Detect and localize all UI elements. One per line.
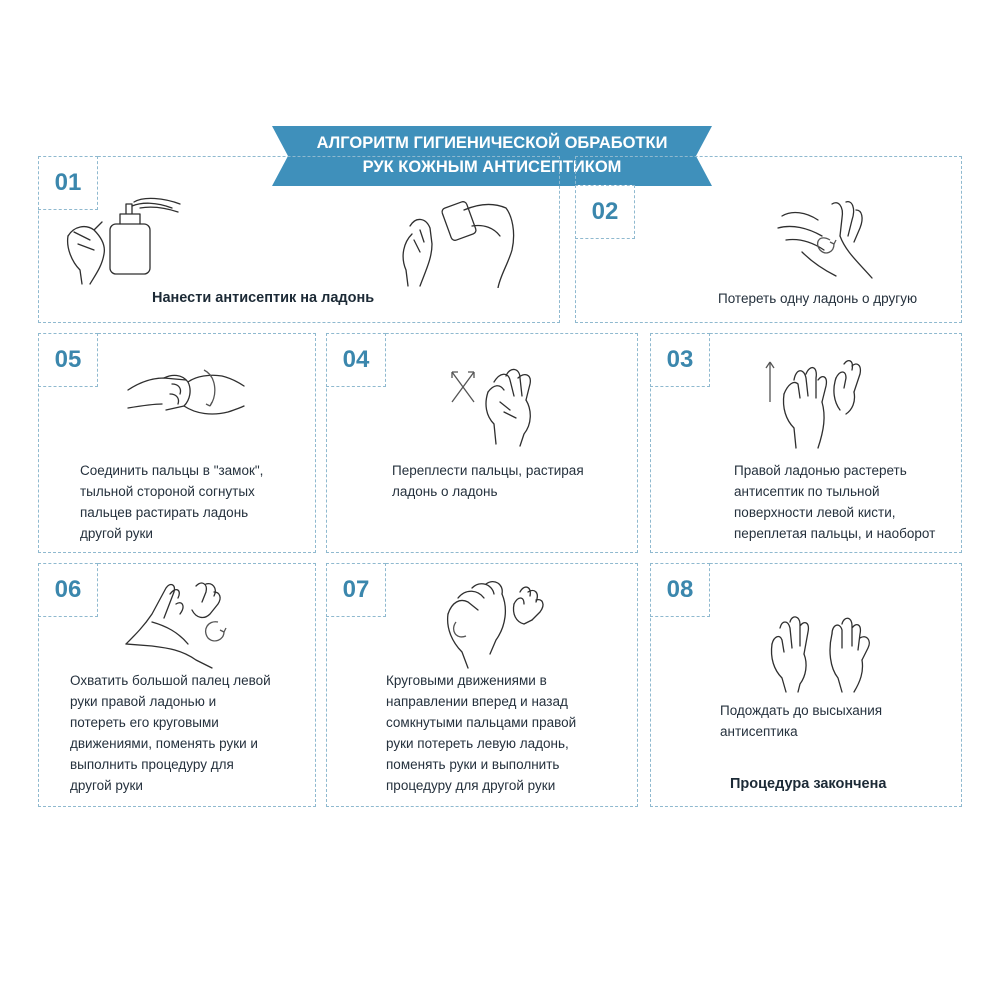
- fingers-lock-illustration: [126, 360, 246, 430]
- step-01-number: 01: [38, 156, 98, 210]
- step-08-text: Подождать до высыхания антисептика: [720, 703, 883, 739]
- title-line-2: РУК КОЖНЫМ АНТИСЕПТИКОМ: [362, 158, 622, 176]
- step-05-text: Соединить пальцы в "замок", тыльной стороной согнутых пальцев растирать ладонь другой руки: [80, 463, 264, 541]
- step-08-final-text: Процедура закончена: [730, 776, 887, 792]
- fingertips-palm-illustration: [438, 574, 553, 669]
- step-04-number: 04: [326, 333, 386, 387]
- step-01-text: Нанести антисептик на ладонь: [152, 290, 375, 306]
- step-02-text: Потереть одну ладонь о другую: [718, 291, 918, 306]
- step-03-number: 03: [650, 333, 710, 387]
- open-hands-drying-illustration: [766, 614, 876, 694]
- hands-pump-dispenser-illustration: [60, 196, 530, 288]
- step-02-number: 02: [575, 185, 635, 239]
- palms-rubbing-illustration: [772, 196, 882, 281]
- step-06-text: Охватить большой палец левой руки правой ладонью и потереть его круговыми движениями, поменять руки и выполнить процедуру для другой руки: [70, 673, 271, 793]
- step-07-number: 07: [326, 563, 386, 617]
- step-05-number: 05: [38, 333, 98, 387]
- step-04-text: Переплести пальцы, растирая ладонь о ладонь: [392, 463, 584, 499]
- step-03-text: Правой ладонью растереть антисептик по тыльной поверхности левой кисти, переплетая пальцы, и наоборот: [734, 463, 936, 541]
- step-07-text: Круговыми движениями в направлении вперед и назад сомкнутыми пальцами правой руки потереть левую ладонь, поменять руки и выполнить процедуру для другой руки: [386, 673, 577, 793]
- step-08-number: 08: [650, 563, 710, 617]
- title-line-1: АЛГОРИТМ ГИГИЕНИЧЕСКОЙ ОБРАБОТКИ: [316, 134, 668, 152]
- step-06-number: 06: [38, 563, 98, 617]
- back-of-hand-illustration: [760, 354, 870, 449]
- thumb-rub-illustration: [122, 574, 237, 669]
- interlaced-fingers-illustration: [444, 362, 554, 447]
